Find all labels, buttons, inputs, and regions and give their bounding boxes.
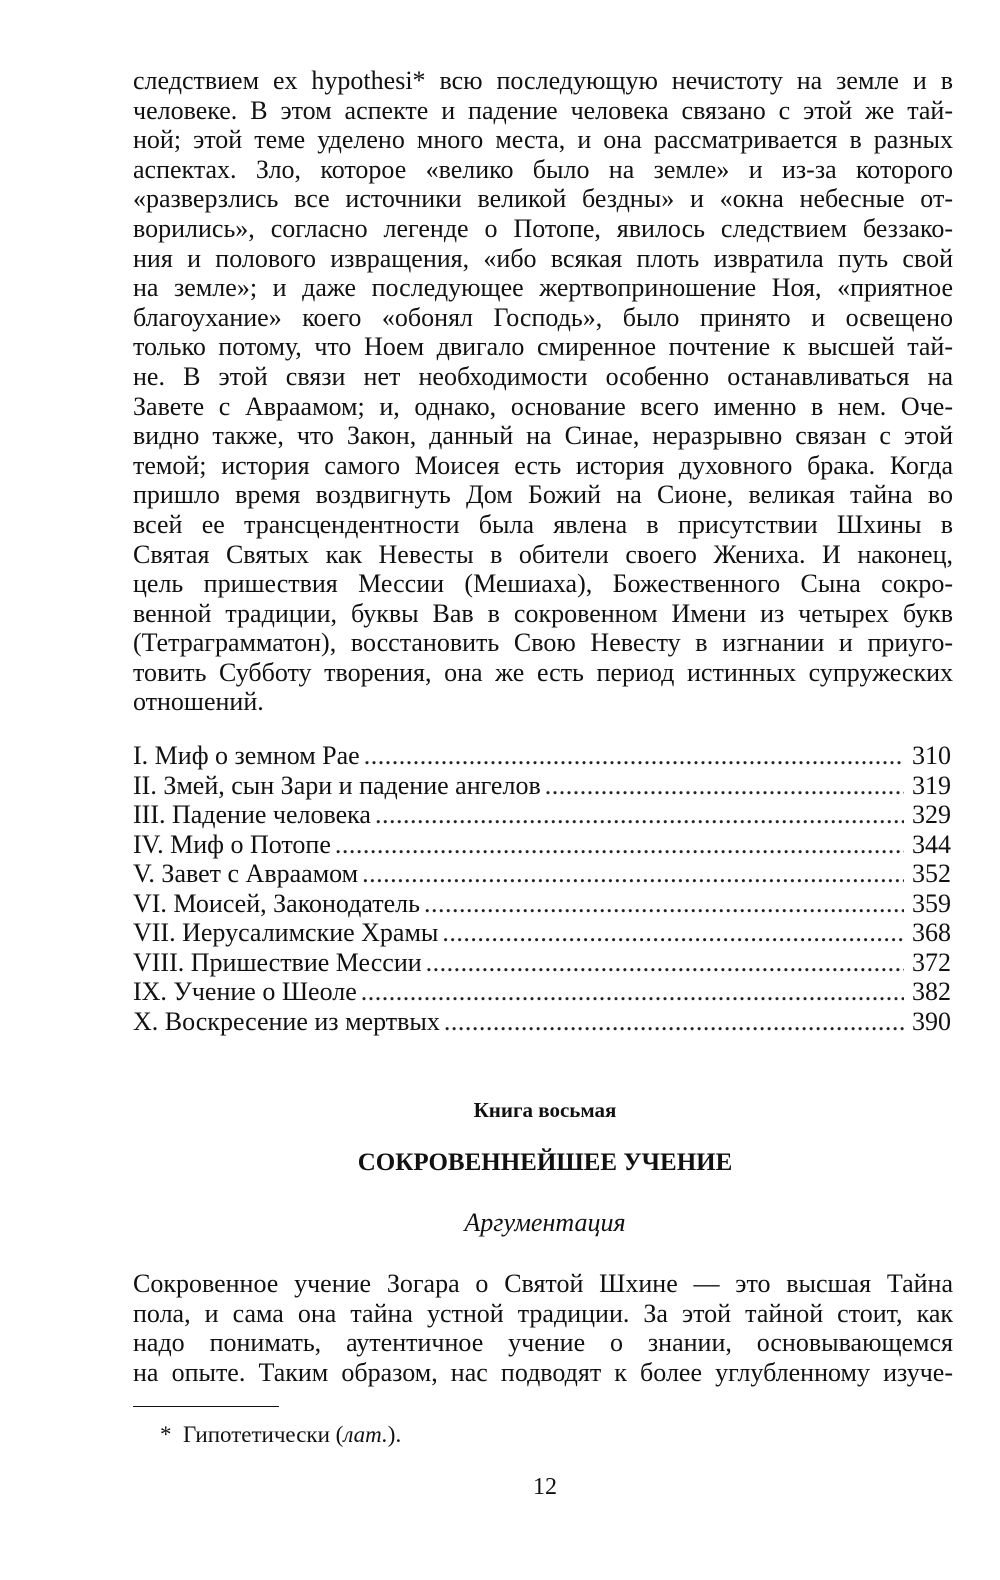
toc-entry [133,800,951,830]
text-line: на земле»; и даже последующее жертвоприношение Ноя, «приятное [133,273,953,303]
text-line: отношений. [133,687,264,717]
toc-entry [133,977,951,1007]
toc-page-number: 310 [912,741,951,770]
toc-page-number: 382 [912,977,951,1006]
toc-title: VIII. Пришествие Мессии [133,947,422,977]
toc-leader [361,977,904,1007]
toc-title: VII. Иерусалимские Храмы [133,918,439,947]
toc-entry [133,830,951,860]
toc-page-number: 368 [912,918,951,947]
section-title: СОКРОВЕННЕЙШЕЕ УЧЕНИЕ [357,1149,733,1176]
text-line: Завете с Авраамом; и, однако, основание всего именно в нем. Оче- [133,391,953,421]
toc-leader [335,830,904,860]
toc-entry [133,948,951,978]
text-line: на опыте. Таким образом, нас подводят к более углубленному изуче- [133,1357,953,1387]
text-line: Сокровенное учение Зогара о Святой Шхине — это высшая Тайна [133,1269,953,1298]
toc-title: II. Змей, сын Зари и падение ангелов [133,770,541,800]
toc-leader [375,800,904,830]
toc-leader [442,918,904,948]
footnote-close: ). [387,1422,402,1447]
toc-title: IX. Учение о Шеоле [133,977,357,1006]
footnote-text: Гипотетически [183,1422,330,1447]
text-line: (Тетраграмматон), восстановить Свою Невесту в изгнании и приуго- [133,628,953,658]
toc-leader [364,741,904,771]
toc-entry [133,918,951,948]
text-line: ния и полового извращения, «ибо всякая плоть извратила путь свой [133,243,953,273]
text-line: человеке. В этом аспекте и падение человека связано с этой же тай- [133,95,953,125]
text-line: ворились», согласно легенде о Потопе, явилось следствием беззако- [133,213,953,243]
toc-title: I. Миф о земном Рае [133,741,360,770]
text-line: Святая Святых как Невесты в обители своего Жениха. И наконец, [133,539,953,569]
toc-title: VI. Моисей, Законодатель [133,888,421,918]
text-line: всей ее трансцендентности была явлена в присутствии Шхины в [133,509,953,539]
text-line: аспектах. Зло, которое «велико было на земле» и из-за которого [133,154,953,184]
toc-entry [133,889,951,919]
toc-page-number: 372 [912,947,951,977]
toc-page-number: 329 [912,800,951,829]
toc-page-number: 344 [912,829,951,859]
toc-title: V. Завет с Авраамом [133,859,359,888]
text-line: пришло время воздвигнуть Дом Божий на Сионе, великая тайна во [133,480,953,510]
toc-title: X. Воскресение из мертвых [133,1006,440,1036]
page-number: 12 [533,1474,557,1500]
footnote-rule [133,1406,279,1407]
toc-leader [444,1007,904,1037]
footnote-open-paren: ( [335,1422,344,1447]
toc-leader [426,948,904,978]
toc-leader [545,771,904,801]
footnote-marker: * [160,1422,172,1447]
toc-leader [424,889,904,919]
text-line: видно также, что Закон, данный на Синае, неразрывно связан с этой [133,421,953,451]
text-line: надо понимать, аутентичное учение о знании, основывающемся [133,1328,953,1358]
text-line: ной; этой теме уделено много места, и она рассматривается в разных [133,125,953,155]
toc-page-number: 319 [912,770,951,800]
text-line: «разверзлись все источники великой бездны» и «окна небесные от- [133,184,953,214]
text-line: товить Субботу творения, она же есть период истинных супружеских [133,657,953,687]
toc-entry [133,1007,951,1037]
toc-title: III. Падение человека [133,800,371,829]
text-line: венной традиции, буквы Вав в сокровенном Имени из четырех букв [133,598,953,628]
footnote [160,1422,401,1448]
toc-entry [133,741,951,771]
toc-page-number: 359 [912,888,951,918]
text-line: только потому, что Ноем двигало смиренное почтение к высшей тай- [133,332,953,362]
text-line: цель пришествия Мессии (Мешиаха), Божественного Сына сокро- [133,569,953,599]
footnote-abbrev: лат. [343,1422,388,1447]
toc-entry [133,771,951,801]
text-line: пола, и сама она тайна устной традиции. За этой тайной стоит, как [133,1298,953,1328]
toc-page-number: 390 [912,1006,951,1036]
text-line: темой; история самого Моисея есть история духовного брака. Когда [133,450,953,480]
toc-leader [362,859,904,889]
text-line: не. В этой связи нет необходимости особенно останавливаться на [133,361,953,391]
toc-title: IV. Миф о Потопе [133,829,331,859]
text-line: благоухание» коего «обонял Господь», было принято и освещено [133,302,953,332]
paragraph-1 [133,66,953,717]
toc-entry [133,859,951,889]
table-of-contents [133,741,951,1036]
toc-page-number: 352 [912,859,951,888]
argument-heading: Аргументация [464,1208,626,1237]
paragraph-2 [133,1269,953,1387]
text-line: следствием ex hypothesi* всю последующую нечистоту на земле и в [133,66,953,95]
book-label: Книга восьмая [473,1098,617,1122]
